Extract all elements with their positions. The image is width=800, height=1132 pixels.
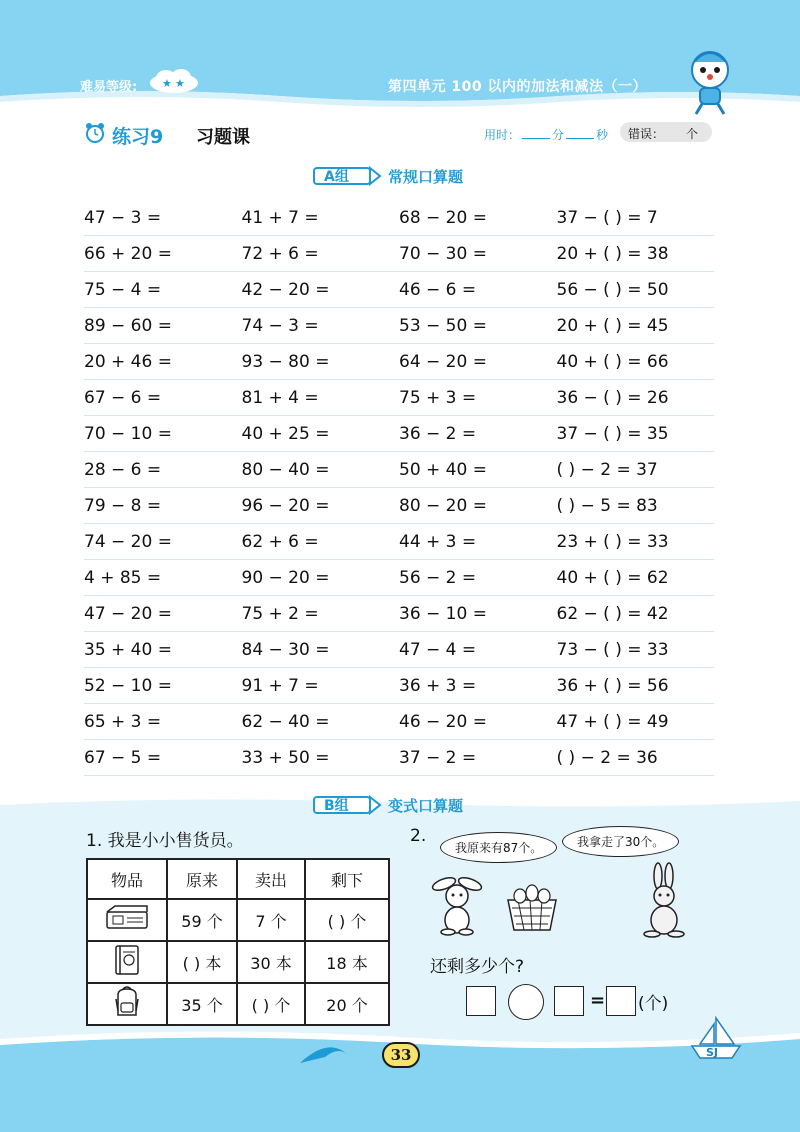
- problem-row: [84, 380, 714, 416]
- fill-blank-problem[interactable]: ( ) − 5 = 83: [556, 495, 658, 516]
- problem-row: [84, 704, 714, 740]
- arithmetic-problem[interactable]: 40 + 25 =: [241, 423, 330, 444]
- mascot-icon: [680, 46, 740, 116]
- item-cell: [87, 983, 167, 1025]
- arithmetic-problem[interactable]: 50 + 40 =: [399, 459, 487, 480]
- svg-text:★: ★: [162, 77, 172, 90]
- fill-blank-problem[interactable]: 20 + ( ) = 38: [556, 243, 669, 264]
- fill-blank-problem[interactable]: 73 − ( ) = 33: [556, 639, 669, 660]
- arithmetic-problem[interactable]: 37 − 2 =: [399, 747, 477, 768]
- arithmetic-problem[interactable]: 90 − 20 =: [241, 567, 330, 588]
- fill-blank-problem[interactable]: 37 − ( ) = 7: [556, 207, 658, 228]
- arithmetic-problem[interactable]: 72 + 6 =: [241, 243, 319, 264]
- fill-blank-problem[interactable]: 56 − ( ) = 50: [556, 279, 669, 300]
- unit-title: 第四单元 100 以内的加法和减法（一）: [388, 79, 647, 95]
- fill-blank-problem[interactable]: 47 + ( ) = 49: [556, 711, 669, 732]
- arithmetic-problem[interactable]: 46 − 6 =: [399, 279, 477, 300]
- minutes-blank[interactable]: [522, 138, 550, 139]
- table-cell: 59 个: [167, 899, 237, 941]
- problem-row: [84, 524, 714, 560]
- arithmetic-problem[interactable]: 67 − 6 =: [84, 387, 162, 408]
- question-2-number: 2.: [410, 826, 427, 846]
- speech-bubble-left: 我原来有87个。: [440, 832, 557, 863]
- svg-text:★: ★: [175, 77, 185, 90]
- fill-blank-problem[interactable]: 40 + ( ) = 66: [556, 351, 669, 372]
- arithmetic-problem[interactable]: 28 − 6 =: [84, 459, 162, 480]
- arithmetic-problem[interactable]: 80 − 20 =: [399, 495, 487, 516]
- arithmetic-problem[interactable]: 84 − 30 =: [241, 639, 330, 660]
- equals-sign: =: [590, 990, 606, 1011]
- table-cell: 30 本: [237, 941, 305, 983]
- problem-row: [84, 632, 714, 668]
- arithmetic-problem[interactable]: 44 + 3 =: [399, 531, 477, 552]
- table-header-cell: 卖出: [237, 859, 305, 899]
- arithmetic-problem[interactable]: 62 − 40 =: [241, 711, 330, 732]
- arithmetic-problem[interactable]: 75 − 4 =: [84, 279, 162, 300]
- arithmetic-problem[interactable]: 47 − 3 =: [84, 207, 162, 228]
- fill-blank-problem[interactable]: 36 + ( ) = 56: [556, 675, 669, 696]
- arithmetic-problem[interactable]: 4 + 85 =: [84, 567, 162, 588]
- fill-blank-problem[interactable]: 20 + ( ) = 45: [556, 315, 669, 336]
- arithmetic-problem[interactable]: 91 + 7 =: [241, 675, 319, 696]
- arithmetic-problem[interactable]: 79 − 8 =: [84, 495, 162, 516]
- shop-table: [86, 858, 390, 1026]
- arithmetic-problem[interactable]: 70 − 10 =: [84, 423, 172, 444]
- arithmetic-problem[interactable]: 42 − 20 =: [241, 279, 330, 300]
- arithmetic-problem[interactable]: 64 − 20 =: [399, 351, 487, 372]
- rabbit-left-icon: [430, 866, 486, 936]
- item-cell: [87, 899, 167, 941]
- table-row: [87, 941, 389, 983]
- sailboat-icon: [686, 1016, 746, 1062]
- table-header-cell: 原来: [167, 859, 237, 899]
- speech-bubble-right: 我拿走了30个。: [562, 826, 679, 857]
- exercise-label: 练习9: [112, 126, 164, 148]
- answer-box-1[interactable]: [466, 986, 496, 1016]
- arithmetic-problem[interactable]: 47 − 20 =: [84, 603, 172, 624]
- table-row: [87, 983, 389, 1025]
- exercise-title-row: [84, 122, 714, 148]
- arithmetic-problem[interactable]: 35 + 40 =: [84, 639, 172, 660]
- fill-blank-problem[interactable]: 23 + ( ) = 33: [556, 531, 669, 552]
- arithmetic-problem[interactable]: 80 − 40 =: [241, 459, 330, 480]
- arithmetic-problem[interactable]: 93 − 80 =: [241, 351, 330, 372]
- question-1-title: 1. 我是小小售货员。: [86, 831, 244, 851]
- item-cell: [87, 941, 167, 983]
- pencil-tag-icon: [312, 165, 382, 187]
- arithmetic-problem[interactable]: 56 − 2 =: [399, 567, 477, 588]
- arithmetic-problem[interactable]: 36 + 3 =: [399, 675, 477, 696]
- arithmetic-problem[interactable]: 41 + 7 =: [241, 207, 319, 228]
- problem-row: [84, 416, 714, 452]
- arithmetic-problem[interactable]: 74 − 3 =: [241, 315, 319, 336]
- arithmetic-problem[interactable]: 62 + 6 =: [241, 531, 319, 552]
- time-label: 用时：: [484, 128, 521, 142]
- exercise-title: 习题课: [196, 127, 250, 148]
- answer-cell[interactable]: ( ) 个: [305, 899, 389, 941]
- problem-row: [84, 200, 714, 236]
- group-b-title: 变式口算题: [388, 796, 464, 815]
- book-icon: [110, 944, 144, 976]
- table-header-cell: 物品: [87, 859, 167, 899]
- arithmetic-problem[interactable]: 89 − 60 =: [84, 315, 172, 336]
- problem-row: [84, 452, 714, 488]
- arithmetic-problem[interactable]: 65 + 3 =: [84, 711, 162, 732]
- problem-row: [84, 272, 714, 308]
- table-row: [87, 899, 389, 941]
- answer-unit: (个): [638, 994, 669, 1014]
- backpack-icon: [110, 985, 144, 1019]
- arithmetic-problem[interactable]: 47 − 4 =: [399, 639, 477, 660]
- problem-row: [84, 344, 714, 380]
- error-count-field[interactable]: [620, 122, 712, 142]
- time-field[interactable]: [484, 126, 608, 143]
- second-label: 秒: [596, 128, 609, 142]
- operator-circle[interactable]: [508, 984, 544, 1020]
- arithmetic-problem[interactable]: 53 − 50 =: [399, 315, 487, 336]
- fill-blank-problem[interactable]: 36 − ( ) = 26: [556, 387, 669, 408]
- arithmetic-problem[interactable]: 75 + 2 =: [241, 603, 319, 624]
- arithmetic-problem[interactable]: 20 + 46 =: [84, 351, 172, 372]
- basket-of-eggs-icon: [504, 878, 560, 934]
- question-2-text: 还剩多少个?: [430, 957, 525, 977]
- arithmetic-problem[interactable]: 96 − 20 =: [241, 495, 330, 516]
- arithmetic-problem[interactable]: 36 − 2 =: [399, 423, 477, 444]
- rabbit-right-icon: [636, 862, 692, 938]
- answer-cell[interactable]: ( ) 本: [167, 941, 237, 983]
- fill-blank-problem[interactable]: 40 + ( ) = 62: [556, 567, 669, 588]
- answer-box-2[interactable]: [554, 986, 584, 1016]
- error-label: 错误：: [628, 127, 665, 141]
- table-cell: 20 个: [305, 983, 389, 1025]
- difficulty-label: 难易等级:: [80, 80, 138, 95]
- table-cell: 18 本: [305, 941, 389, 983]
- fill-blank-problem[interactable]: ( ) − 2 = 36: [556, 747, 658, 768]
- arithmetic-problem[interactable]: 75 + 3 =: [399, 387, 477, 408]
- answer-box-result[interactable]: [606, 986, 636, 1016]
- problem-row: [84, 488, 714, 524]
- problem-row: [84, 308, 714, 344]
- arithmetic-problem[interactable]: 74 − 20 =: [84, 531, 172, 552]
- arithmetic-problem[interactable]: 33 + 50 =: [241, 747, 330, 768]
- answer-cell[interactable]: ( ) 个: [237, 983, 305, 1025]
- group-a-header: [312, 163, 463, 189]
- boat-label: SJ: [706, 1046, 719, 1059]
- table-cell: 35 个: [167, 983, 237, 1025]
- arithmetic-problem[interactable]: 67 − 5 =: [84, 747, 162, 768]
- error-unit: 个: [685, 127, 698, 141]
- problem-row: [84, 668, 714, 704]
- group-b-header: [312, 792, 463, 818]
- arithmetic-problem[interactable]: 52 − 10 =: [84, 675, 172, 696]
- group-b-tag: B组: [324, 798, 349, 814]
- arithmetic-problem[interactable]: 68 − 20 =: [399, 207, 487, 228]
- arithmetic-problem[interactable]: 66 + 20 =: [84, 243, 172, 264]
- page-number: 33: [382, 1042, 420, 1068]
- arithmetic-problem[interactable]: 46 − 20 =: [399, 711, 487, 732]
- minute-label: 分: [552, 128, 565, 142]
- arithmetic-problem[interactable]: 70 − 30 =: [399, 243, 487, 264]
- problem-row: [84, 236, 714, 272]
- table-cell: 7 个: [237, 899, 305, 941]
- problem-row: [84, 596, 714, 632]
- problem-row: [84, 740, 714, 776]
- alarm-clock-icon: [84, 122, 106, 144]
- group-a-tag: A组: [324, 169, 349, 185]
- pencil-tag-icon: [312, 794, 382, 816]
- group-a-problems: [84, 200, 714, 776]
- group-a-title: 常规口算题: [388, 167, 464, 186]
- fill-blank-problem[interactable]: 62 − ( ) = 42: [556, 603, 669, 624]
- arithmetic-problem[interactable]: 36 − 10 =: [399, 603, 487, 624]
- table-header-cell: 剩下: [305, 859, 389, 899]
- table-header-row: [87, 859, 389, 899]
- difficulty-stars-icon: [148, 68, 200, 94]
- fill-blank-problem[interactable]: ( ) − 2 = 37: [556, 459, 658, 480]
- arithmetic-problem[interactable]: 81 + 4 =: [241, 387, 319, 408]
- stationery-box-icon: [105, 904, 149, 932]
- fill-blank-problem[interactable]: 37 − ( ) = 35: [556, 423, 669, 444]
- seconds-blank[interactable]: [566, 138, 594, 139]
- problem-row: [84, 560, 714, 596]
